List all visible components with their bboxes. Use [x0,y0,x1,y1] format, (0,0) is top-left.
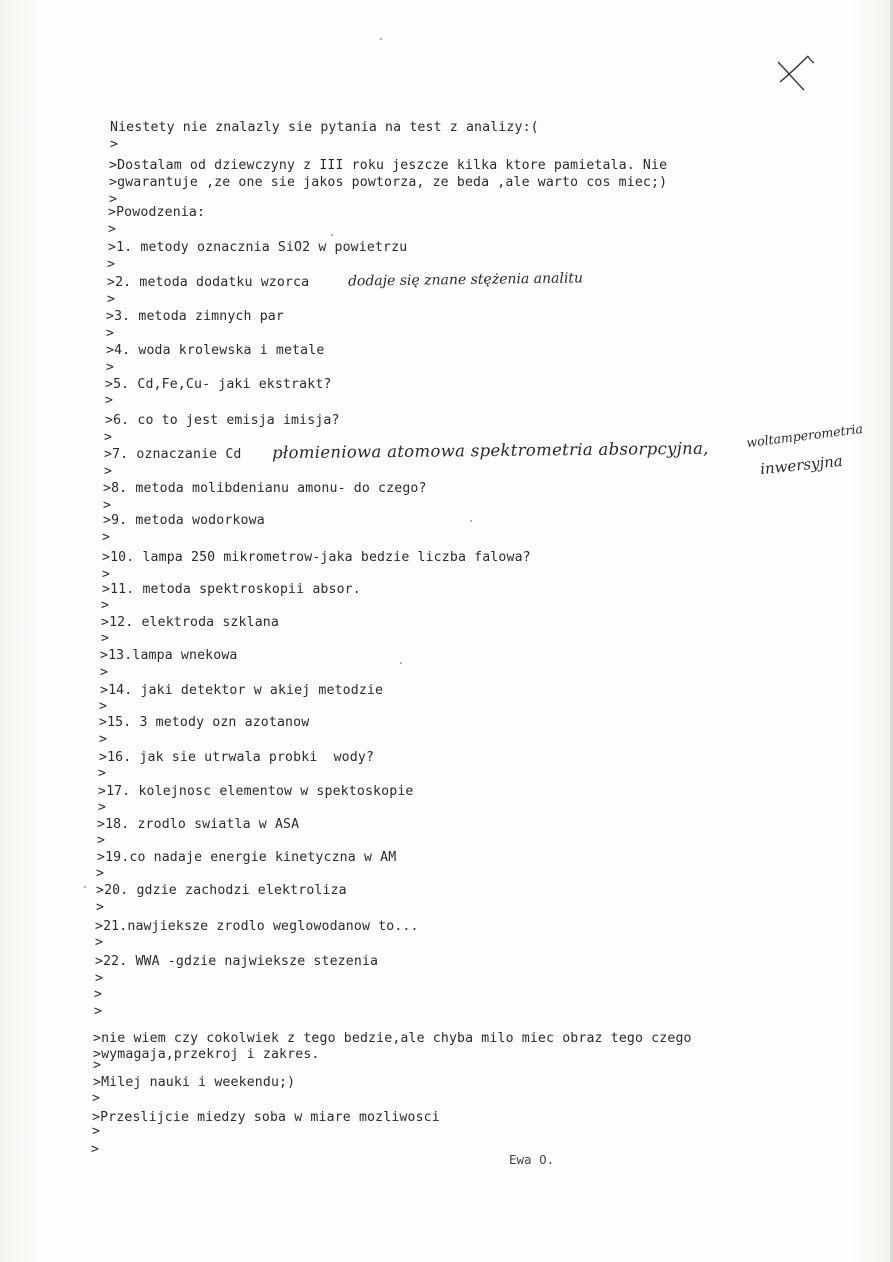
document-line: >11. metoda spektroskopii absor. [102,582,361,597]
document-line: >2. metoda dodatku wzorca [107,275,310,290]
corner-mark-text: X [770,50,771,51]
quote-marker: > [108,222,117,237]
document-line: >6. co to jest emisja imisja? [105,413,340,428]
intro-line: Niestety nie znalazly sie pytania na test z analizy:( [110,120,539,135]
quote-marker: > [93,1058,102,1073]
quote-marker: > [104,430,113,445]
quote-marker: > [96,900,105,915]
document-line: >12. elektroda szklana [101,615,279,630]
scan-speck [380,38,382,40]
quote-marker: > [110,137,119,152]
scan-speck [400,662,402,664]
quote-marker: > [109,192,118,207]
quote-marker: > [92,1124,101,1139]
quote-marker: > [99,699,108,714]
quote-marker: > [104,464,113,479]
quote-marker: > [101,631,110,646]
document-line: >14. jaki detektor w akiej metodzie [100,683,384,698]
document-line: >5. Cd,Fe,Cu- jaki ekstrakt? [105,377,332,392]
document-line: >19.co nadaje energie kinetyczna w AM [97,850,397,865]
quote-marker: > [100,665,109,680]
document-line: >7. oznaczanie Cd [104,447,242,462]
quote-marker: > [102,567,111,582]
quote-marker: > [99,732,108,747]
document-line: >9. metoda wodorkowa [103,513,265,528]
quote-marker: > [101,598,110,613]
quote-marker: > [98,800,107,815]
document-line: >Powodzenia: [108,205,206,220]
signature: Ewa O. [509,1152,555,1167]
document-line: >18. zrodlo swiatla w ASA [97,817,300,832]
quote-marker: > [96,866,105,881]
document-line: >15. 3 metody ozn azotanow [99,715,310,730]
quote-marker: > [97,833,106,848]
quote-marker: > [107,292,116,307]
quote-marker: > [95,971,104,986]
document-line: >3. metoda zimnych par [106,309,284,324]
document-line: >22. WWA -gdzie najwieksze stezenia [95,954,379,969]
quote-marker: > [94,1004,103,1019]
quote-marker: > [105,393,114,408]
handwritten-note-q7-top: woltamperometria [745,420,864,451]
document-line: >4. woda krolewska i metale [106,343,325,358]
handwritten-note-q2: dodaje się znane stężenia analitu [347,270,584,290]
document-line: >Dostalam od dziewczyny z III roku jeszcze kilka ktore pamietala. Nie [109,158,668,173]
document-line: >10. lampa 250 mikrometrow-jaka bedzie liczba falowa? [102,550,531,565]
handwritten-note-q7-bottom: inwersyjna [759,451,844,479]
quote-marker: > [95,935,104,950]
document-line: >Przeslijcie miedzy soba w miare mozliwosci [92,1110,440,1125]
quote-marker: > [103,498,112,513]
document-line: >Milej nauki i weekendu;) [93,1075,296,1090]
scan-speck [331,234,333,236]
document-line: >21.nawjieksze zrodlo weglowodanow to... [95,919,419,934]
document-line: >8. metoda molibdenianu amonu- do czego? [103,481,427,496]
quote-marker: > [106,326,115,341]
quote-marker: > [94,987,103,1002]
document-line: >17. kolejnosc elementow w spektoskopie [98,784,414,799]
quote-marker: > [102,530,111,545]
quote-marker: > [98,766,107,781]
quote-marker: > [92,1091,101,1106]
quote-marker: > [107,257,116,272]
quote-marker: > [91,1142,100,1157]
handwritten-note-q7-main: płomieniowa atomowa spektrometria absorpcyjna, [271,438,709,463]
document-line: >nie wiem czy cokolwiek z tego bedzie,ale chyba milo miec obraz tego czego [93,1031,692,1046]
document-line: >1. metody oznacznia SiO2 w powietrzu [108,240,408,255]
document-line: >16. jak sie utrwala probki wody? [99,750,375,765]
document-line: >gwarantuje ,ze one sie jakos powtorza, ze beda ,ale warto cos miec;) [109,175,668,190]
document-line: >20. gdzie zachodzi elektroliza [96,883,347,898]
document-line: >13.lampa wnekowa [100,648,238,663]
corner-x-mark [770,50,820,96]
quote-marker: > [106,360,115,375]
scan-speck [84,886,86,888]
document-line: >wymagaja,przekroj i zakres. [93,1047,320,1062]
scan-speck [470,520,472,522]
